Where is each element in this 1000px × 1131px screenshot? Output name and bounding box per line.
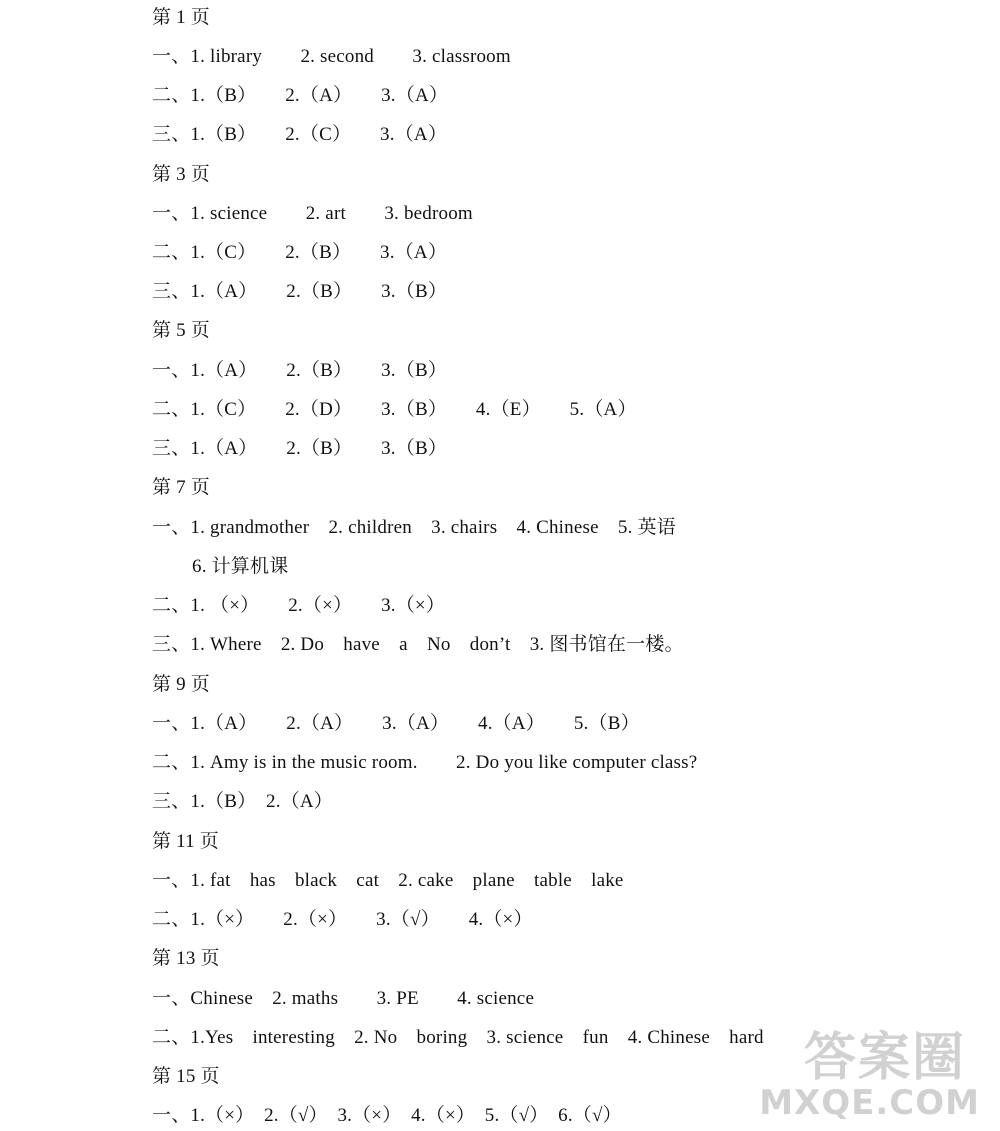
answer-line: 一、Chinese 2. maths 3. PE 4. science	[152, 988, 535, 1009]
page-heading-5: 第 5 页	[152, 320, 211, 341]
page-heading-9: 第 9 页	[152, 674, 211, 695]
answer-line: 三、1.（A） 2.（B） 3.（B）	[152, 438, 448, 459]
answer-line: 一、1. fat has black cat 2. cake plane table lake	[152, 870, 624, 891]
answer-line: 一、1.（A） 2.（A） 3.（A） 4.（A） 5.（B）	[152, 713, 640, 734]
page-heading-3: 第 3 页	[152, 164, 211, 185]
watermark-en-text: MXQE.COM	[759, 1083, 980, 1123]
answer-line: 三、1. Where 2. Do have a No don’t 3. 图书馆在一楼。	[152, 634, 684, 655]
answer-line: 二、1.Yes interesting 2. No boring 3. science fun 4. Chinese hard	[152, 1027, 764, 1048]
answer-line: 一、1.（A） 2.（B） 3.（B）	[152, 360, 448, 381]
answer-line: 二、1.（×） 2.（×） 3.（√） 4.（×）	[152, 909, 533, 930]
answer-line-continued: 6. 计算机课	[192, 556, 289, 577]
watermark-logo	[759, 1009, 986, 1129]
page-heading-1: 第 1 页	[152, 7, 211, 28]
watermark-cn-text: 答案圈	[803, 1028, 966, 1088]
answer-line: 二、1. Amy is in the music room. 2. Do you like computer class?	[152, 752, 698, 773]
page-heading-13: 第 13 页	[152, 948, 220, 969]
answer-line: 三、1.（A） 2.（B） 3.（B）	[152, 281, 448, 302]
page-heading-15: 第 15 页	[152, 1066, 220, 1087]
page-heading-11: 第 11 页	[152, 831, 219, 852]
page-heading-7: 第 7 页	[152, 477, 211, 498]
answer-line: 二、1. （×） 2.（×） 3.（×）	[152, 595, 446, 616]
answer-line: 二、1.（C） 2.（D） 3.（B） 4.（E） 5.（A）	[152, 399, 637, 420]
answer-line: 一、1. science 2. art 3. bedroom	[152, 203, 473, 224]
answer-line: 三、1.（B） 2.（A）	[152, 791, 333, 812]
answer-line: 一、1. library 2. second 3. classroom	[152, 46, 511, 67]
answer-line: 二、1.（B） 2.（A） 3.（A）	[152, 85, 449, 106]
answer-line: 一、1. grandmother 2. children 3. chairs 4. Chinese 5. 英语	[152, 517, 676, 538]
answer-line: 一、1.（×） 2.（√） 3.（×） 4.（×） 5.（√） 6.（√）	[152, 1105, 622, 1126]
answer-line: 三、1.（B） 2.（C） 3.（A）	[152, 124, 448, 145]
answer-line: 二、1.（C） 2.（B） 3.（A）	[152, 242, 448, 263]
